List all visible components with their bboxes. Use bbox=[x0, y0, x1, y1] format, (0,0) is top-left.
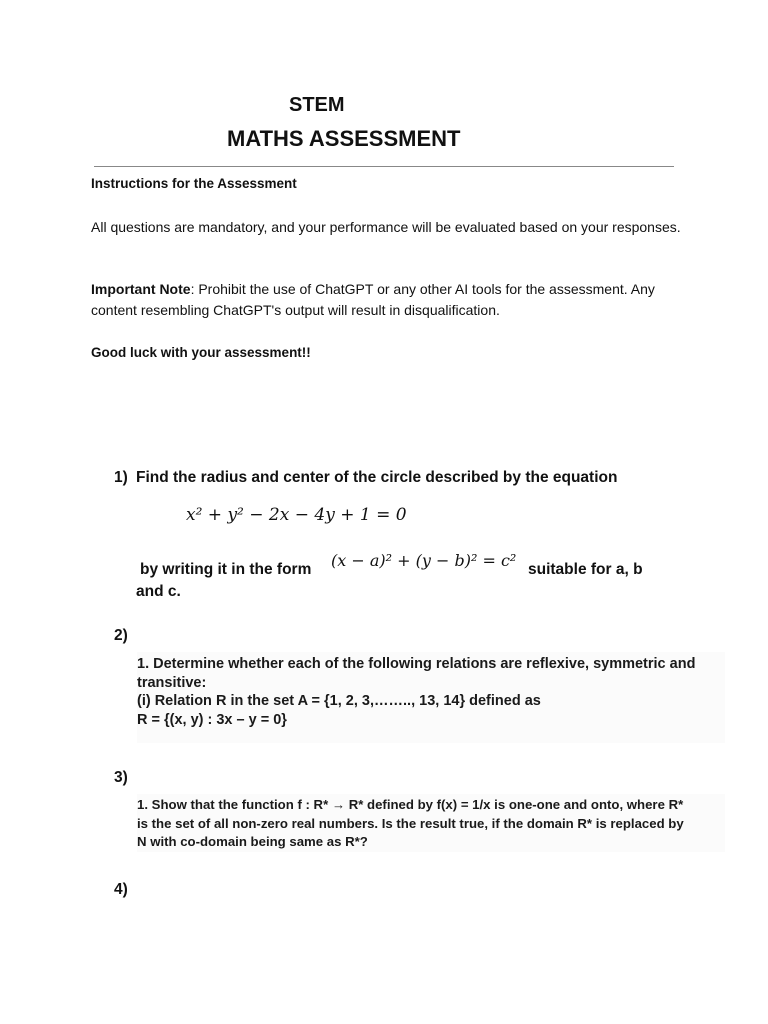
question-2-line: R = {(x, y) : 3x – y = 0} bbox=[137, 711, 287, 728]
important-note-text: : Prohibit the use of ChatGPT or any other AI tools for the assessment. Any content resembling ChatGPT's output will result in disqualification. bbox=[91, 281, 655, 318]
question-1-form-intro: by writing it in the form bbox=[140, 561, 312, 578]
question-2-line: 1. Determine whether each of the following relations are reflexive, symmetric and bbox=[137, 656, 696, 672]
instructions-heading: Instructions for the Assessment bbox=[91, 176, 297, 191]
question-1-end: and c. bbox=[136, 583, 181, 600]
good-luck-text: Good luck with your assessment!! bbox=[91, 345, 311, 360]
question-3-line: N with co-domain being same as R*? bbox=[137, 834, 368, 849]
question-2-image-text bbox=[137, 652, 725, 743]
horizontal-divider bbox=[94, 166, 674, 167]
question-3-number: 3) bbox=[114, 769, 128, 786]
question-1-form-suffix: suitable for a, b bbox=[528, 561, 643, 578]
question-2-line: transitive: bbox=[137, 674, 207, 691]
instructions-paragraph: All questions are mandatory, and your performance will be evaluated based on your responses. bbox=[91, 219, 681, 235]
question-1-equation: x² + y² − 2x − 4y + 1 = 0 bbox=[186, 505, 407, 525]
title-stem: STEM bbox=[289, 94, 345, 116]
question-2-number: 2) bbox=[114, 627, 128, 644]
question-1-text: Find the radius and center of the circle described by the equation bbox=[136, 469, 618, 486]
important-note bbox=[91, 279, 681, 321]
question-4-number: 4) bbox=[114, 881, 128, 898]
important-note-label: Important Note bbox=[91, 281, 191, 297]
question-3-line: 1. Show that the function f : R* → R* defined by f(x) = 1/x is one-one and onto, where R* bbox=[137, 797, 684, 812]
question-3-image-text bbox=[137, 794, 725, 852]
question-1-number: 1) bbox=[114, 469, 128, 486]
question-2-line: (i) Relation R in the set A = {1, 2, 3,…….., 13, 14} defined as bbox=[137, 693, 541, 709]
title-maths-assessment: MATHS ASSESSMENT bbox=[227, 126, 461, 151]
question-3-line: is the set of all non-zero real numbers. Is the result true, if the domain R* is replaced by bbox=[137, 815, 684, 831]
question-1-form-equation: (x − a)² + (y − b)² = c² bbox=[331, 551, 517, 570]
